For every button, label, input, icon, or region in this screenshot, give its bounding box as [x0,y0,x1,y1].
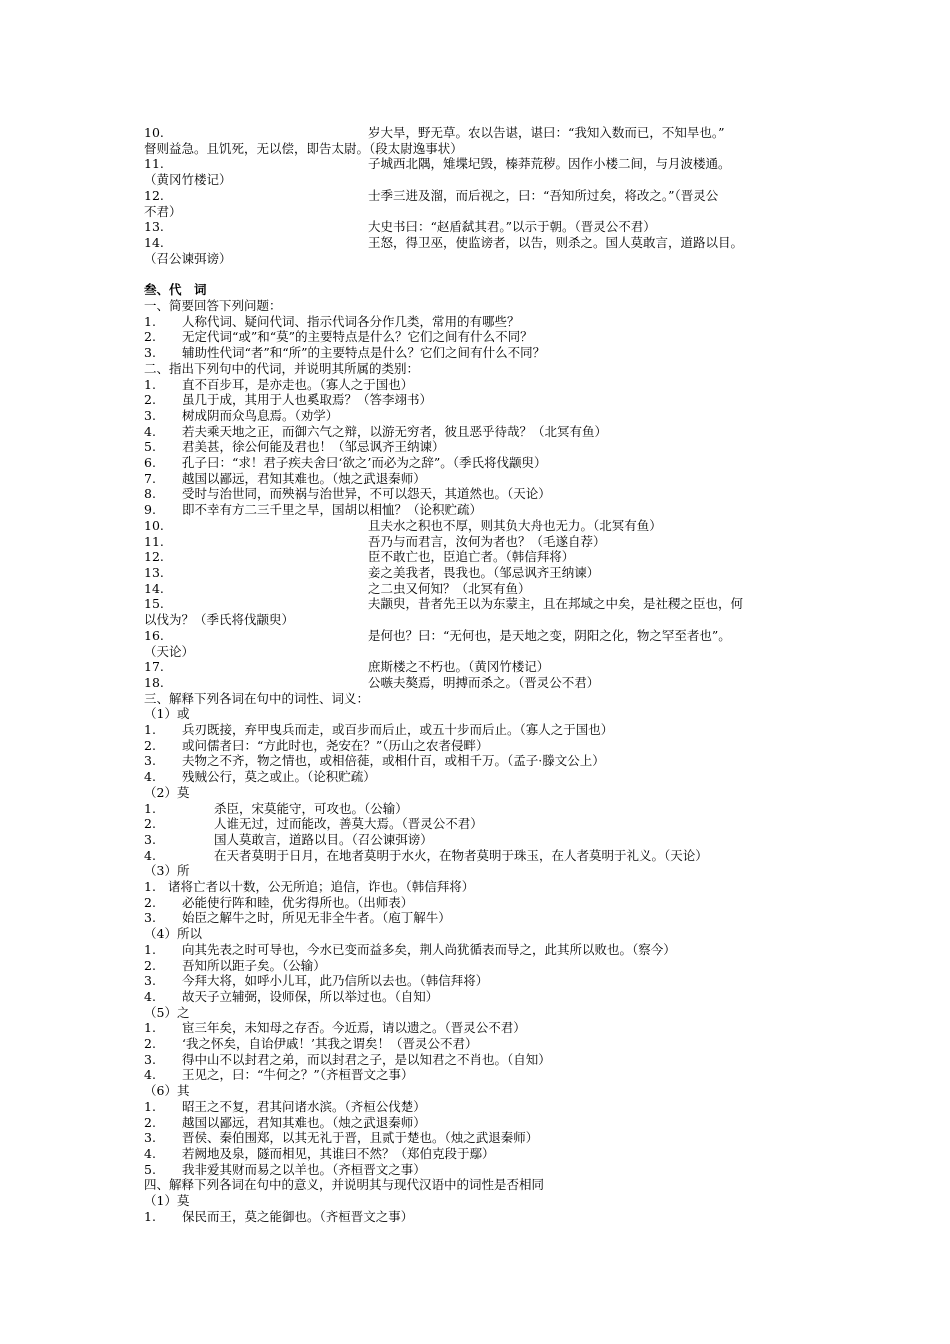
item-number: 3. [144,1130,156,1146]
item-text: 故天子立辅弼，设师保，所以举过也。（自知） [182,988,439,1004]
item-number: 2. [144,894,156,910]
list-item [144,1067,809,1083]
list-item [144,738,809,754]
document-page [144,125,809,1225]
list-item [144,1099,809,1115]
item-text: 孔子曰：“求！君子疾夫舍曰‘欲之’而必为之辞”。（季氏将伐颛臾） [182,455,547,471]
item-number: 13. [144,564,164,580]
list-item [144,1115,809,1131]
list-item [144,156,809,187]
item-text: 子城西北隅，雉堞圮毁，榛莽荒秽。因作小楼二间，与月波楼通。 [368,156,731,172]
item-text: 岁大旱，野无草。农以告谌，谌曰：“我知入数而已，不知旱也。” [368,125,725,140]
group-label: （1）莫 [144,1193,190,1209]
item-text: 兵刃既接，弃甲曳兵而走，或百步而后止，或五十步而后止。（寡人之于国也） [182,722,614,738]
list-item [144,801,809,817]
item-number: 10. [144,517,164,533]
list-item [144,549,809,565]
list-item [144,832,809,848]
list-item [144,989,809,1005]
item-number: 4. [144,769,156,785]
question-heading: 二、指出下列句中的代词，并说明其所属的类别： [144,360,420,376]
list-item [144,125,809,156]
item-number: 12. [144,549,164,565]
item-number: 2. [144,737,156,753]
item-number: 1. [144,313,156,329]
item-number: 14. [144,580,164,596]
item-number: 7. [144,470,156,486]
list-item [144,879,809,895]
item-number: 12. [144,187,164,203]
item-text: 若夫乘天地之正，而御六气之辩，以游无穷者，彼且恶乎待哉？（北冥有鱼） [182,423,608,439]
item-continuation: 不君） [144,203,182,219]
list-item [144,973,809,989]
question-heading: 三、解释下列各词在句中的词性、词义： [144,690,370,706]
item-number: 18. [144,674,164,690]
item-text: 臣不敢亡也，臣追亡者。（韩信拜将） [368,549,575,565]
spacer [144,266,809,282]
list-item [144,471,809,487]
item-text: 夫物之不齐，物之情也，或相倍蓰，或相什百，或相千万。（孟子·滕文公上） [182,753,605,769]
item-number: 4. [144,1067,156,1083]
item-text: 残贼公行，莫之或止。（论积贮疏） [182,769,376,785]
item-text: 诸将亡者以十数，公无所追；追信，诈也。（韩信拜将） [168,879,475,895]
list-item [144,942,809,958]
list-item [144,596,809,627]
item-number: 2. [144,1114,156,1130]
item-number: 11. [144,533,164,549]
item-text: 受时与治世同，而殃祸与治世异，不可以怨天，其道然也。（天论） [182,486,551,502]
group-label: （1）或 [144,706,190,722]
item-continuation: （天论） [144,643,195,659]
item-number: 3. [144,1051,156,1067]
list-item [144,455,809,471]
item-text: 且夫水之积也不厚，则其负大舟也无力。（北冥有鱼） [368,517,662,533]
item-number: 4. [144,423,156,439]
item-text: 公嗾夫獒焉，明搏而杀之。（晋灵公不君） [368,674,600,690]
item-text: 虽几于成，其用于人也奚取焉？（答李翊书） [182,392,433,408]
item-number: 1. [144,941,156,957]
item-number: 1. [144,1020,156,1036]
list-item [144,628,809,659]
item-number: 3. [144,753,156,769]
item-text: 王见之，曰：“牛何之？”（齐桓晋文之事） [182,1067,414,1083]
item-number: 10. [144,125,164,140]
item-text: 无定代词“或”和“莫”的主要特点是什么？它们之间有什么不同？ [182,329,533,345]
list-item [144,910,809,926]
item-number: 2. [144,957,156,973]
list-item [144,345,809,361]
list-item [144,1146,809,1162]
item-number: 5. [144,439,156,455]
item-text: 人称代词、疑问代词、指示代词各分作几类，常用的有哪些？ [182,313,520,329]
section-title: 叁、代 词 [144,282,207,298]
list-item [144,518,809,534]
item-number: 4. [144,1146,156,1161]
group-label: （5）之 [144,1004,190,1020]
item-text: 妾之美我者，畏我也。（邹忌讽齐王纳谏） [368,564,600,580]
item-number: 3. [144,910,156,926]
item-text: 我非爱其财而易之以羊也。（齐桓晋文之事） [182,1161,426,1177]
list-item [144,392,809,408]
list-item [144,439,809,455]
item-text: 君美甚，徐公何能及君也！（邹忌讽齐王纳谏） [182,439,445,455]
item-text: 得中山不以封君之弟，而以封君之子，是以知君之不肖也。（自知） [182,1051,551,1067]
item-number: 3. [144,407,156,423]
item-text: 即不幸有方二三千里之旱，国胡以相恤？（论积贮疏） [182,502,483,518]
part1-list [144,125,809,266]
group-label: （6）其 [144,1083,190,1099]
group-label: （2）莫 [144,784,190,800]
item-text: 夫颛臾，昔者先王以为东蒙主，且在邦域之中矣，是社稷之臣也，何 [368,596,744,612]
item-continuation: 以伐为？（季氏将伐颛臾） [144,612,295,628]
item-text: 若阙地及泉，隧而相见，其谁曰不然？（郑伯克段于鄢） [182,1146,495,1161]
item-text: 越国以鄙远，君知其难也。（烛之武退秦师） [182,1114,426,1130]
item-number: 16. [144,627,164,643]
item-text: 士季三进及溜，而后视之，曰：“吾知所过矣，将改之。”（晋灵公 [368,187,719,203]
item-text: 直不百步耳，是亦走也。（寡人之于国也） [182,376,414,392]
item-text: 国人莫敢言，道路以目。（召公谏弭谤） [214,831,433,847]
question-heading: 一、简要回答下列问题： [144,298,282,314]
list-item [144,534,809,550]
item-number: 17. [144,659,164,675]
item-number: 13. [144,219,164,235]
item-number: 11. [144,156,164,172]
list-item [144,895,809,911]
list-item [144,659,809,675]
list-item [144,675,809,691]
item-number: 14. [144,234,164,250]
list-item [144,848,809,864]
item-number: 1. [144,800,156,816]
item-text: 王怒，得卫巫，使监谤者，以告，则杀之。国人莫敢言，道路以目。 [368,234,744,250]
list-item [144,1020,809,1036]
item-text: 保民而王，莫之能御也。（齐桓晋文之事） [182,1208,414,1224]
item-number: 9. [144,502,156,518]
list-item [144,581,809,597]
list-item [144,188,809,219]
item-text: 杀臣，宋莫能守，可攻也。（公输） [214,800,408,816]
item-number: 2. [144,1036,156,1052]
item-number: 1. [144,1208,156,1224]
list-item [144,722,809,738]
list-item [144,314,809,330]
item-number: 4. [144,988,156,1004]
item-number: 1. [144,376,156,392]
item-text: 晋侯、秦伯围郑，以其无礼于晋，且贰于楚也。（烛之武退秦师） [182,1130,539,1146]
list-item [144,235,809,266]
item-continuation: （召公谏弭谤） [144,250,232,266]
item-text: 吾知所以距子矣。（公输） [182,957,326,973]
item-number: 1. [144,879,156,895]
list-item [144,486,809,502]
item-number: 6. [144,455,156,471]
item-number: 15. [144,596,164,612]
list-item [144,408,809,424]
item-number: 3. [144,973,156,989]
question-heading: 四、解释下列各词在句中的意义，并说明其与现代汉语中的词性是否相同 [144,1177,545,1193]
item-number: 4. [144,847,156,863]
item-text: 必能使行阵和睦，优劣得所也。（出师表） [182,894,414,910]
item-text: 辅助性代词“者”和“所”的主要特点是什么？它们之间有什么不同？ [182,345,546,361]
list-item [144,1162,809,1178]
item-text: 树成阴而众鸟息焉。（劝学） [182,407,339,423]
item-number: 5. [144,1161,156,1177]
item-text: 今拜大将，如呼小儿耳，此乃信所以去也。（韩信拜将） [182,973,489,989]
item-text: 是何也？曰：“无何也，是天地之变，阴阳之化，物之罕至者也”。 [368,627,731,643]
list-item [144,1209,809,1225]
group-label: （4）所以 [144,926,202,942]
item-text: 越国以鄙远，君知其难也。（烛之武退秦师） [182,470,426,486]
item-number: 2. [144,816,156,832]
list-item [144,565,809,581]
item-text: 昭王之不复，君其问诸水滨。（齐桓公伐楚） [182,1098,426,1114]
list-item [144,377,809,393]
item-number: 8. [144,486,156,502]
item-text: 始臣之解牛之时，所见无非全牛者。（庖丁解牛） [182,910,451,926]
item-number: 1. [144,1098,156,1114]
list-item [144,219,809,235]
item-number: 2. [144,329,156,345]
item-text: 宦三年矣，未知母之存否。今近焉，请以遗之。（晋灵公不君） [182,1020,526,1036]
item-number: 1. [144,722,156,738]
list-item [144,424,809,440]
item-text: 在天者莫明于日月，在地者莫明于水火，在物者莫明于珠玉，在人者莫明于礼义。（天论） [214,847,708,863]
item-text: 吾乃与而君言，汝何为者也？（毛遂自荐） [368,533,606,549]
item-continuation: 督则益急。且饥死，无以偿，即告太尉。（段太尉逸事状） [144,140,463,156]
item-text: 向其先表之时可导也，今水已变而益多矣，荆人尚犹循表而导之，此其所以败也。（察今） [182,941,676,957]
list-item [144,1036,809,1052]
item-continuation: （黄冈竹楼记） [144,172,232,188]
list-item [144,753,809,769]
list-item [144,1130,809,1146]
item-text: 大史书曰：“赵盾弑其君。”以示于朝。（晋灵公不君） [368,219,656,235]
item-text: 人谁无过，过而能改，善莫大焉。（晋灵公不君） [214,816,483,832]
list-item [144,769,809,785]
group-label: （3）所 [144,863,190,879]
list-item [144,816,809,832]
item-text: 庶斯楼之不朽也。（黄冈竹楼记） [368,659,550,675]
item-text: ‘我之怀矣，自诒伊戚！’其我之谓矣！（晋灵公不君） [182,1036,478,1052]
item-number: 3. [144,831,156,847]
item-text: 之二虫又何知？（北冥有鱼） [368,580,531,596]
list-item [144,502,809,518]
list-item [144,1052,809,1068]
item-text: 或问儒者曰：“方此时也，尧安在？”（历山之农者侵畔） [182,737,489,753]
item-number: 2. [144,392,156,408]
item-number: 3. [144,345,156,361]
list-item [144,958,809,974]
list-item [144,329,809,345]
